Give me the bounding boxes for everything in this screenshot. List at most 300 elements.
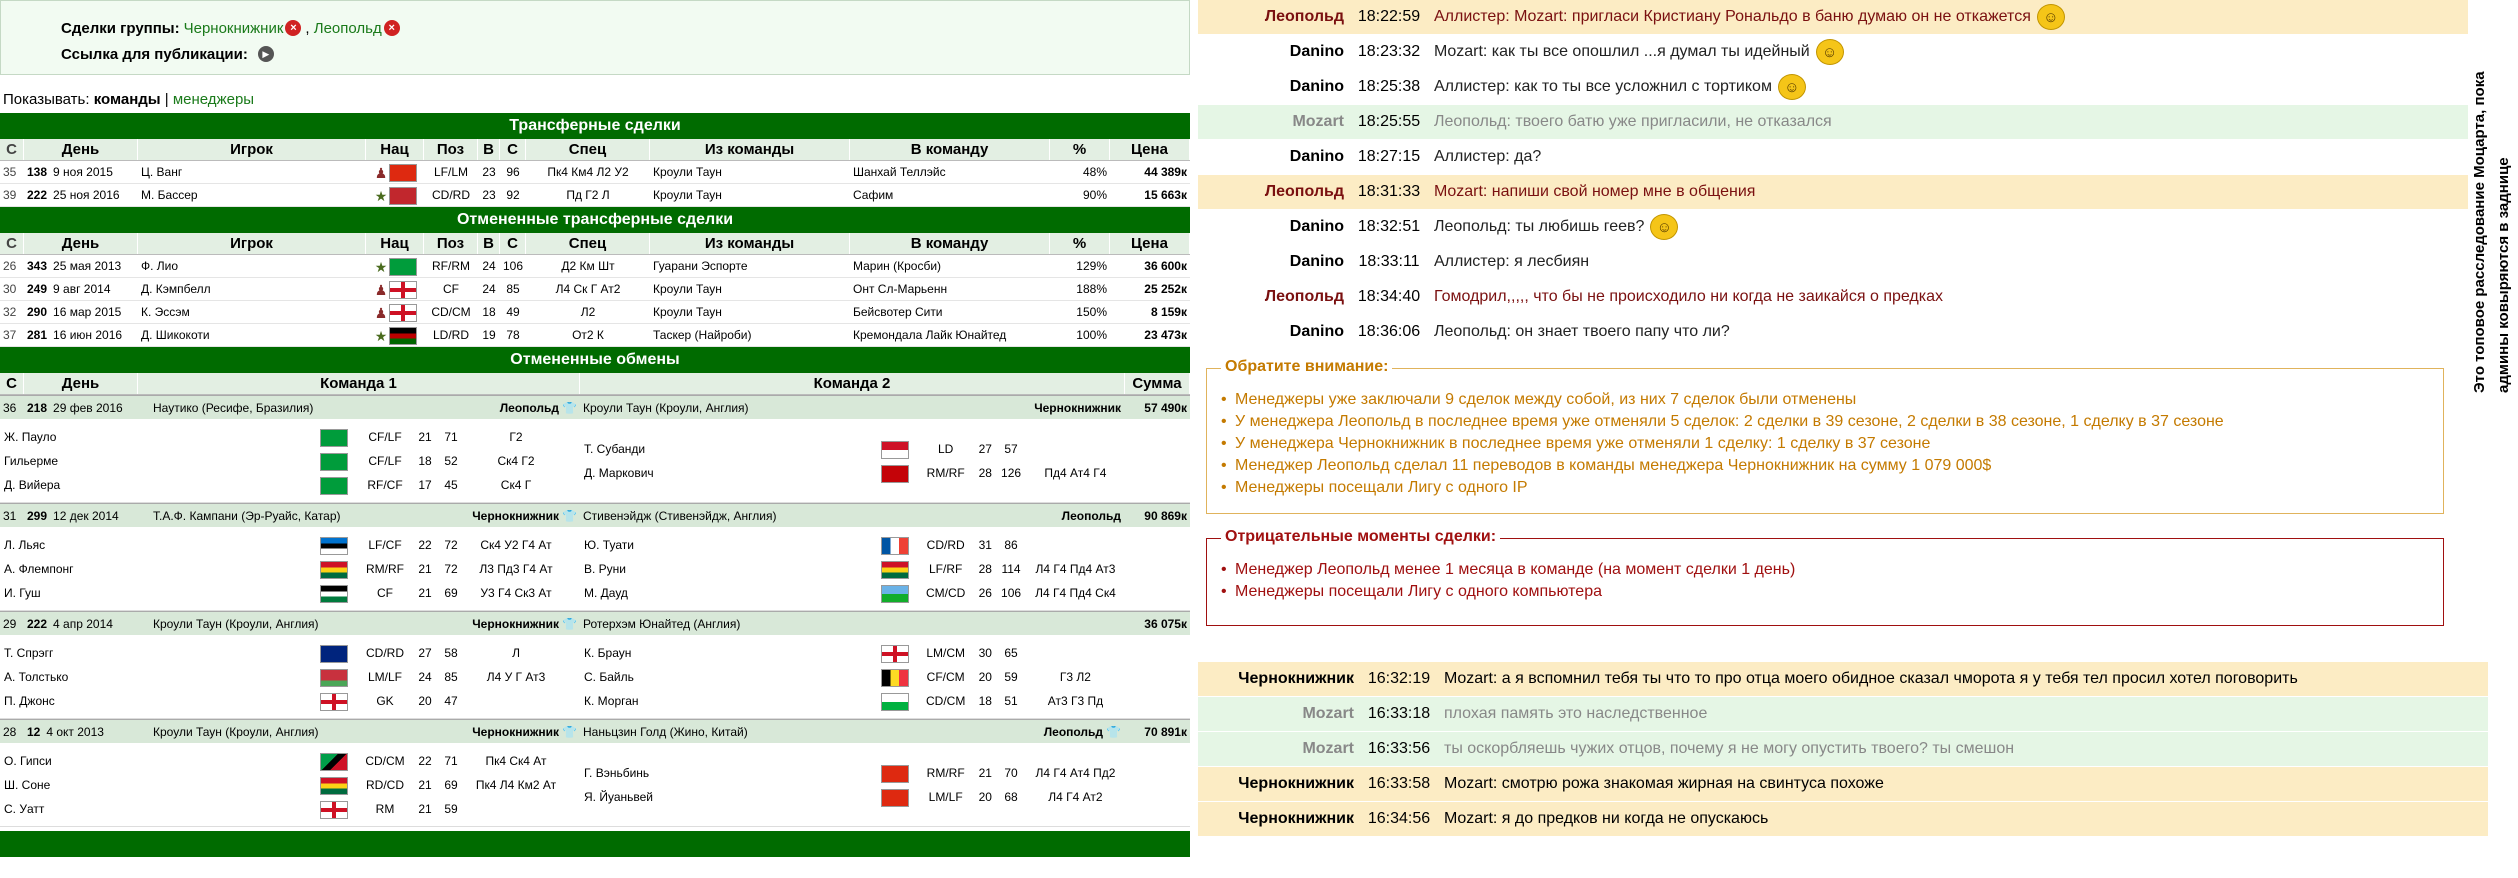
specials: Ск4 Г xyxy=(500,478,532,492)
col-header[interactable]: Спец xyxy=(526,233,650,254)
position: LM/LF xyxy=(367,670,402,684)
player-name[interactable]: О. Гипси xyxy=(4,754,52,768)
side-text: Это топовое расследование Моцарта, пока админы ковыряются в заднице xyxy=(2471,71,2512,393)
exchange-players xyxy=(580,743,1125,826)
chat-text: Леопольд: ты любишь геев? ☺ xyxy=(1434,214,2462,240)
flag-icon xyxy=(881,585,909,603)
exchange-player[interactable] xyxy=(4,533,580,557)
col-header[interactable]: Из команды xyxy=(650,139,850,160)
nationality xyxy=(881,761,917,785)
chat-user[interactable]: Danino xyxy=(1289,218,1344,235)
flag-icon xyxy=(881,693,909,711)
position: CD/CM xyxy=(925,694,966,708)
age: 18 xyxy=(482,305,496,319)
position: RM xyxy=(375,802,395,816)
shirt-icon: 👕 xyxy=(1106,725,1121,739)
flag-icon xyxy=(320,561,348,579)
exchange-player[interactable] xyxy=(584,665,1125,689)
age: 31 xyxy=(978,538,992,552)
exchange-player[interactable] xyxy=(584,581,1125,605)
nationality xyxy=(320,773,356,797)
chat-message xyxy=(1198,140,2468,175)
exchange-player[interactable] xyxy=(4,749,580,773)
age: 24 xyxy=(482,282,496,296)
specials: Л4 Г4 Пд4 Ат3 xyxy=(1035,562,1116,576)
group-manager-2[interactable]: Леопольд xyxy=(313,19,382,37)
position: RF/RM xyxy=(432,259,470,273)
specials xyxy=(466,689,566,713)
col-header[interactable]: % xyxy=(1050,139,1110,160)
flag-icon xyxy=(320,669,348,687)
flag-icon xyxy=(389,187,417,205)
day-number: 138 xyxy=(27,165,48,179)
from-team[interactable]: Кроули Таун xyxy=(653,305,722,319)
col-header[interactable]: Нац xyxy=(366,139,424,160)
team-2: Ротерхэм Юнайтед (Англия) xyxy=(583,617,741,631)
exchange-players xyxy=(580,527,1125,610)
sum: 70 891к xyxy=(1144,725,1187,739)
from-team[interactable]: Кроули Таун xyxy=(653,188,722,202)
table-header xyxy=(0,139,1190,161)
chat-user[interactable]: Danino xyxy=(1289,78,1344,95)
season: 29 xyxy=(3,617,17,631)
col-header[interactable]: В xyxy=(478,139,500,160)
chat-user[interactable]: Чернокнижник xyxy=(1238,775,1354,792)
flag-icon xyxy=(320,645,348,663)
skill: 57 xyxy=(1004,442,1018,456)
season: 30 xyxy=(3,282,17,296)
specials: Л3 Пд3 Г4 Ат xyxy=(479,562,553,576)
chat-text: ты оскорбляешь чужих отцов, почему я не могу опустить твоего? ты смешон xyxy=(1444,740,2015,757)
percent: 188% xyxy=(1076,282,1107,296)
flag-icon xyxy=(881,561,909,579)
play-icon[interactable]: ▶ xyxy=(258,46,274,62)
exchange-player[interactable] xyxy=(584,461,1125,485)
exchange-player[interactable] xyxy=(4,425,580,449)
col-header[interactable]: День xyxy=(24,139,138,160)
nationality xyxy=(320,665,356,689)
chat-user[interactable]: Danino xyxy=(1289,43,1344,60)
show-label: Показывать: xyxy=(3,91,90,108)
flag-icon xyxy=(320,693,348,711)
chat-user[interactable]: Mozart xyxy=(1292,113,1344,130)
col-header[interactable]: % xyxy=(1050,233,1110,254)
percent: 100% xyxy=(1076,328,1107,342)
chat-message xyxy=(1198,802,2488,837)
chat-time: 18:32:51 xyxy=(1357,218,1421,235)
chat-text: Mozart: напиши свой номер мне в общения xyxy=(1434,183,1756,200)
col-header[interactable]: День xyxy=(24,233,138,254)
col-header[interactable]: С xyxy=(0,233,24,254)
player-name[interactable]: Ю. Туати xyxy=(584,538,634,552)
chat-text: Аллистер: да? xyxy=(1434,148,1542,165)
price: 36 600к xyxy=(1144,259,1187,273)
table-row[interactable] xyxy=(0,184,1190,207)
shirt-icon: 👕 xyxy=(562,617,577,631)
position: CF xyxy=(443,282,459,296)
exchange-header[interactable] xyxy=(0,719,1190,743)
table-footer xyxy=(0,831,1190,857)
manager-1: Чернокнижник 👕 xyxy=(472,509,577,523)
exchange-player[interactable] xyxy=(584,557,1125,581)
nationality xyxy=(881,641,917,665)
chat-text: Mozart: смотрю рожа знакомая жирная на свинтуса похоже xyxy=(1444,775,1884,792)
section-title: Отмененные трансферные сделки xyxy=(0,207,1190,233)
exchange-header[interactable] xyxy=(0,503,1190,527)
chat-time: 16:34:56 xyxy=(1367,810,1431,827)
manager-1: Чернокнижник 👕 xyxy=(472,617,577,631)
chat-log-2 xyxy=(1198,662,2488,837)
chat-message xyxy=(1198,210,2468,245)
skill: 65 xyxy=(1004,646,1018,660)
skill: 68 xyxy=(1004,790,1018,804)
position: CD/CM xyxy=(365,754,405,768)
col-header[interactable]: Цена xyxy=(1110,139,1190,160)
col-header[interactable]: В команду xyxy=(850,233,1050,254)
chat-user[interactable]: Danino xyxy=(1289,323,1344,340)
age: 24 xyxy=(418,670,432,684)
chat-text: плохая память это наследственное xyxy=(1444,705,1708,722)
table-row[interactable] xyxy=(0,255,1190,278)
player-name[interactable]: И. Гуш xyxy=(4,586,41,600)
col-header[interactable]: Команда 1 xyxy=(138,373,580,394)
exchange-player[interactable] xyxy=(584,437,1125,461)
show-sep: | xyxy=(164,91,169,108)
player-name[interactable]: А. Толстько xyxy=(4,670,69,684)
skill: 69 xyxy=(444,586,458,600)
person-icon: ♟ xyxy=(374,304,388,321)
player-name[interactable]: Л. Льяс xyxy=(4,538,46,552)
col-header[interactable]: Из команды xyxy=(650,233,850,254)
chat-text: Аллистер: Mozart: пригласи Кристиану Рональдо в баню думаю он не откажется ☺ xyxy=(1434,4,2462,30)
col-header[interactable]: Поз xyxy=(424,139,478,160)
age: 21 xyxy=(418,586,432,600)
date: 4 апр 2014 xyxy=(53,617,113,631)
chat-user[interactable]: Mozart xyxy=(1302,740,1354,757)
skill: 51 xyxy=(1004,694,1018,708)
skill: 96 xyxy=(506,165,520,179)
exchange-player[interactable] xyxy=(584,785,1125,809)
position: LF/RF xyxy=(928,562,963,576)
skill: 78 xyxy=(506,328,520,342)
exchange-header[interactable] xyxy=(0,395,1190,419)
team-2: Стивенэйдж (Стивенэйдж, Англия) xyxy=(583,509,777,523)
smiley-icon: ☺ xyxy=(1778,74,1806,100)
exchange-body xyxy=(0,527,1190,611)
from-team[interactable]: Кроули Таун xyxy=(653,165,722,179)
specials: Ат3 Г3 Пд xyxy=(1047,694,1104,708)
date: 16 июн 2016 xyxy=(53,328,123,342)
exchange-player[interactable] xyxy=(4,689,580,713)
show-by xyxy=(0,91,1190,113)
nationality xyxy=(881,785,917,809)
group-manager-1[interactable]: Чернокнижник xyxy=(183,19,284,37)
player-name[interactable]: С. Байль xyxy=(584,670,634,684)
price: 15 663к xyxy=(1144,188,1187,202)
nationality xyxy=(320,797,356,821)
chat-user[interactable]: Mozart xyxy=(1302,705,1354,722)
player-name[interactable]: Ф. Лио xyxy=(141,259,179,273)
col-header[interactable]: День xyxy=(24,373,138,394)
exchange-player[interactable] xyxy=(4,581,580,605)
flag-icon xyxy=(881,669,909,687)
col-header[interactable]: Игрок xyxy=(138,233,366,254)
player-name[interactable]: Т. Спрэгг xyxy=(4,646,54,660)
position: CM/CD xyxy=(925,586,966,600)
from-team[interactable]: Кроули Таун xyxy=(653,282,722,296)
smiley-icon: ☺ xyxy=(2037,4,2065,30)
exchange-body xyxy=(0,419,1190,503)
to-team[interactable]: Кремондала Лайк Юнайтед xyxy=(853,328,1007,342)
exchange-players xyxy=(0,419,580,502)
exchange-header[interactable] xyxy=(0,611,1190,635)
position: RM/RF xyxy=(926,766,965,780)
table-row[interactable] xyxy=(0,324,1190,347)
table-header xyxy=(0,233,1190,255)
season: 35 xyxy=(3,165,17,179)
exchange-player[interactable] xyxy=(4,773,580,797)
left-panel xyxy=(0,0,1190,857)
player-name[interactable]: С. Уатт xyxy=(4,802,45,816)
age: 20 xyxy=(978,670,992,684)
day-number: 222 xyxy=(27,188,48,202)
team-2: Наньцзин Голд (Жино, Китай) xyxy=(583,725,748,739)
age: 28 xyxy=(978,562,992,576)
col-header[interactable]: С xyxy=(500,233,526,254)
flag-icon xyxy=(389,327,417,345)
to-team[interactable]: Марин (Кросби) xyxy=(853,259,942,273)
chat-text: Леопольд: он знает твоего папу что ли? xyxy=(1434,323,1730,340)
nationality xyxy=(366,278,424,300)
to-team[interactable]: Онт Сл-Марьенн xyxy=(853,282,948,296)
player-name[interactable]: К. Эссэм xyxy=(141,305,190,319)
chat-time: 18:22:59 xyxy=(1357,8,1421,25)
flag-icon xyxy=(320,777,348,795)
from-team[interactable]: Таскер (Найроби) xyxy=(653,328,752,342)
percent: 129% xyxy=(1076,259,1107,273)
from-team[interactable]: Гуарани Эспорте xyxy=(653,259,748,273)
flag-icon xyxy=(389,304,417,322)
chat-user[interactable]: Чернокнижник xyxy=(1238,810,1354,827)
nationality xyxy=(366,301,424,323)
player-name[interactable]: Гильерме xyxy=(4,454,59,468)
exchange-player[interactable] xyxy=(4,665,580,689)
player-name[interactable]: Ж. Пауло xyxy=(4,430,57,444)
position: RM/RF xyxy=(926,466,965,480)
exchange-players xyxy=(0,527,580,610)
nationality xyxy=(881,557,917,581)
exchange-player[interactable] xyxy=(4,797,580,821)
col-header[interactable]: В xyxy=(478,233,500,254)
percent: 150% xyxy=(1076,305,1107,319)
chat-text: Аллистер: как то ты все усложнил с тортиком ☺ xyxy=(1434,74,2462,100)
specials: Л4 Г4 Ат2 xyxy=(1048,790,1103,804)
remove-icon[interactable]: × xyxy=(285,20,301,36)
player-name[interactable]: В. Руни xyxy=(584,562,627,576)
list-item: • Менеджер Леопольд менее 1 месяца в команде (на момент сделки 1 день) xyxy=(1221,559,2429,581)
player-name[interactable]: Т. Субанди xyxy=(584,442,646,456)
team-1: Кроули Таун (Кроули, Англия) xyxy=(153,617,319,631)
to-team[interactable]: Сафим xyxy=(853,188,894,202)
col-header[interactable]: Нац xyxy=(366,233,424,254)
chat-log-1 xyxy=(1198,0,2468,350)
shirt-icon: 👕 xyxy=(562,401,577,415)
specials: Л4 Г4 Пд4 Ск4 xyxy=(1035,586,1116,600)
day-number: 249 xyxy=(27,282,48,296)
player-name[interactable]: Г. Вэньбинь xyxy=(584,766,650,780)
col-header[interactable]: Игрок xyxy=(138,139,366,160)
remove-icon[interactable]: × xyxy=(384,20,400,36)
flag-icon xyxy=(389,164,417,182)
player-name[interactable]: К. Морган xyxy=(584,694,639,708)
day-number: 218 xyxy=(27,401,48,415)
col-header[interactable]: Команда 2 xyxy=(580,373,1125,394)
col-header[interactable]: С xyxy=(0,373,24,394)
player-name[interactable]: П. Джонс xyxy=(4,694,55,708)
exchange-player[interactable] xyxy=(4,641,580,665)
notice-box xyxy=(1206,358,2444,514)
col-header[interactable]: Поз xyxy=(424,233,478,254)
chat-time: 18:25:55 xyxy=(1357,113,1421,130)
deal-day xyxy=(24,720,150,743)
flag-icon xyxy=(320,753,348,771)
date: 25 мая 2013 xyxy=(53,259,122,273)
specials: Пк4 Ск4 Ат xyxy=(485,754,547,768)
exchange-player[interactable] xyxy=(4,473,580,497)
sum: 36 075к xyxy=(1144,617,1187,631)
person-icon: ♟ xyxy=(374,281,388,298)
exchange-player[interactable] xyxy=(584,761,1125,785)
nationality xyxy=(881,437,917,461)
show-managers[interactable]: менеджеры xyxy=(172,91,255,108)
percent: 48% xyxy=(1082,165,1107,179)
player-name[interactable]: Ц. Ванг xyxy=(141,165,183,179)
chat-user[interactable]: Чернокнижник xyxy=(1238,670,1354,687)
specials: Л4 У Г Ат3 xyxy=(486,670,546,684)
position: CD/RD xyxy=(366,646,404,660)
flag-icon xyxy=(881,465,909,483)
table-header xyxy=(0,373,1190,395)
season: 36 xyxy=(3,401,17,415)
table-row[interactable] xyxy=(0,161,1190,184)
player-name[interactable]: М. Бассер xyxy=(141,188,198,202)
player-name[interactable]: Д. Кэмпбелл xyxy=(141,282,211,296)
chat-message xyxy=(1198,767,2488,802)
skill: 69 xyxy=(444,778,458,792)
list-item: • У менеджера Чернокнижник в последнее время уже отменяли 1 сделку: 1 сделку в 37 сезоне xyxy=(1221,433,2429,455)
day-number: 12 xyxy=(27,725,41,739)
skill: 114 xyxy=(1001,562,1021,576)
season: 28 xyxy=(3,725,17,739)
position: RF/CF xyxy=(367,478,403,492)
skill: 106 xyxy=(1001,586,1022,600)
position: CF/LF xyxy=(368,454,402,468)
position: CD/RD xyxy=(926,538,965,552)
flag-icon xyxy=(320,801,348,819)
chat-message xyxy=(1198,105,2468,140)
age: 22 xyxy=(418,754,432,768)
exchange-players xyxy=(580,635,1125,718)
player-name[interactable]: Д. Маркович xyxy=(584,466,654,480)
exchange-player[interactable] xyxy=(584,533,1125,557)
price: 25 252к xyxy=(1144,282,1187,296)
nationality xyxy=(320,641,356,665)
exchange-player[interactable] xyxy=(4,557,580,581)
nationality xyxy=(881,689,917,713)
negative-box xyxy=(1206,528,2444,626)
flag-icon xyxy=(320,537,348,555)
position: LD/RD xyxy=(432,328,469,342)
deal-day xyxy=(24,278,138,300)
chat-message xyxy=(1198,245,2468,280)
show-teams[interactable]: команды xyxy=(93,91,161,108)
player-name[interactable]: Д. Вийера xyxy=(4,478,61,492)
chat-user[interactable]: Danino xyxy=(1289,148,1344,165)
col-header[interactable]: Сумма xyxy=(1125,373,1190,394)
exchange-player[interactable] xyxy=(584,641,1125,665)
player-name[interactable]: Я. Йуаньвей xyxy=(584,790,653,804)
col-header[interactable]: В команду xyxy=(850,139,1050,160)
specials: Л2 xyxy=(580,305,596,319)
col-header[interactable]: Цена xyxy=(1110,233,1190,254)
skill: 71 xyxy=(444,754,458,768)
star-icon: ★ xyxy=(374,258,388,275)
to-team[interactable]: Шанхай Теллэйс xyxy=(853,165,946,179)
to-team[interactable]: Бейсвотер Сити xyxy=(853,305,943,319)
skill: 72 xyxy=(444,562,458,576)
player-name[interactable]: М. Дауд xyxy=(584,586,628,600)
chat-time: 18:34:40 xyxy=(1357,288,1421,305)
col-header[interactable]: С xyxy=(500,139,526,160)
skill: 92 xyxy=(506,188,520,202)
date: 9 ноя 2015 xyxy=(53,165,113,179)
smiley-icon: ☺ xyxy=(1650,214,1678,240)
chat-user[interactable]: Danino xyxy=(1289,253,1344,270)
age: 28 xyxy=(978,466,992,480)
chat-user[interactable]: Леопольд xyxy=(1264,288,1344,305)
sum: 90 869к xyxy=(1144,509,1187,523)
specials xyxy=(1026,641,1125,665)
negative-title: Отрицательные моменты сделки: xyxy=(1221,528,1500,546)
exchange-body xyxy=(0,635,1190,719)
chat-user[interactable]: Леопольд xyxy=(1264,8,1344,25)
player-name[interactable]: К. Браун xyxy=(584,646,632,660)
table-row[interactable] xyxy=(0,301,1190,324)
deal-day xyxy=(24,504,150,527)
exchange-player[interactable] xyxy=(584,689,1125,713)
player-name[interactable]: А. Флемпонг xyxy=(4,562,74,576)
chat-user[interactable]: Леопольд xyxy=(1264,183,1344,200)
age: 23 xyxy=(482,165,496,179)
date: 16 мар 2015 xyxy=(53,305,122,319)
group-sep: , xyxy=(305,19,310,37)
nationality xyxy=(366,184,424,206)
list-item: • Менеджеры посещали Лигу с одного IP xyxy=(1221,477,2429,499)
manager-1: Леопольд 👕 xyxy=(499,401,577,415)
exchange-player[interactable] xyxy=(4,449,580,473)
date: 29 фев 2016 xyxy=(53,401,123,415)
list-item: • У менеджера Леопольд в последнее время уже отменяли 5 сделок: 2 сделки в 39 сезоне, 2 сделки в 38 сезоне, 1 сделку в 37 сезоне xyxy=(1221,411,2429,433)
specials xyxy=(466,797,566,821)
chat-message xyxy=(1198,0,2468,35)
col-header[interactable]: Спец xyxy=(526,139,650,160)
player-name[interactable]: Ш. Соне xyxy=(4,778,51,792)
col-header[interactable]: С xyxy=(0,139,24,160)
table-row[interactable] xyxy=(0,278,1190,301)
chat-time: 16:32:19 xyxy=(1367,670,1431,687)
player-name[interactable]: Д. Шикокоти xyxy=(141,328,210,342)
skill: 45 xyxy=(444,478,458,492)
